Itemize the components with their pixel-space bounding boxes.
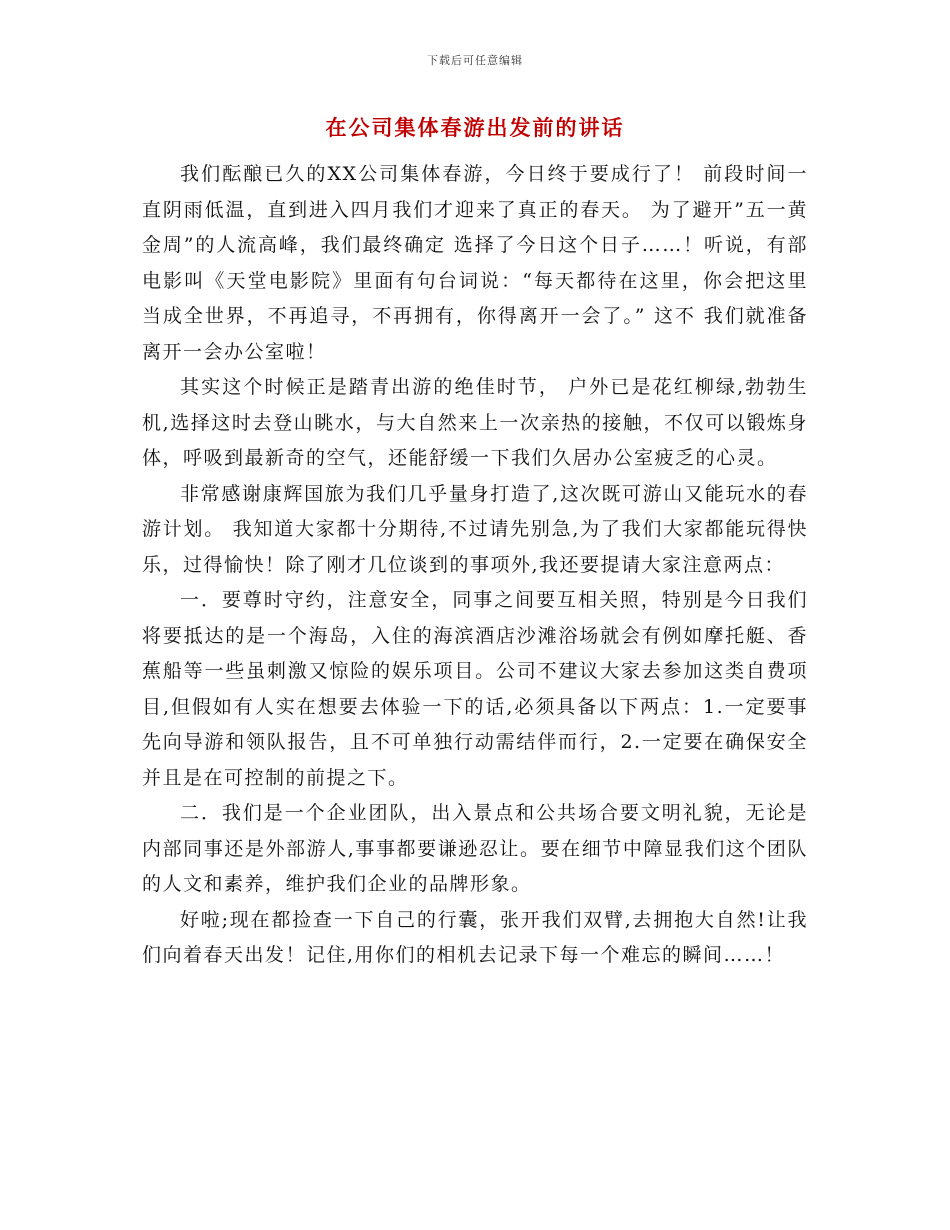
paragraph-point-two: 二．我们是一个企业团队，出入景点和公共场合要文明礼貌，无论是内部同事还是外部游人,事事都要谦逊忍让。要在细节中障显我们这个团队的人文和素养，维护我们企业的品牌形象。 <box>142 802 808 895</box>
paragraph-intro: 我们酝酿已久的XX公司集体春游，今日终于要成行了！ 前段时间一直阴雨低温，直到进入四月我们才迎来了真正的春天。 为了避开”五一黄金周”的人流高峰，我们最终确定 选择了今日这个日子……！听说，有部电影叫《天堂电影院》里面有句台词说：“每天都待在这里，你会把这里当成全世界，不再追寻，不再拥有，你得离开一会了。” 这不 我们就准备离开一会办公室啦！ <box>142 163 808 363</box>
paragraph-closing: 好啦;现在都捡查一下自己的行囊，张开我们双臂,去拥抱大自然!让我们向着春天出发！记住,用你们的相机去记录下每一个难忘的瞬间……！ <box>142 908 808 966</box>
paragraph-thanks: 非常感谢康辉国旅为我们几乎量身打造了,这次既可游山又能玩水的春游计划。 我知道大家都十分期待,不过请先别急,为了我们大家都能玩得快乐，过得愉快！除了刚才几位谈到的事项外,我还要提请大家注意两点： <box>142 482 808 576</box>
document-body <box>142 157 808 974</box>
header-note: 下载后可任意编辑 <box>427 54 523 67</box>
paragraph-season: 其实这个时候正是踏青出游的绝佳时节， 户外已是花红柳绿,勃勃生机,选择这时去登山眺水，与大自然来上一次亲热的接触，不仅可以锻炼身体，呼吸到最新奇的空气，还能舒缓一下我们久居办公室疲乏的心灵。 <box>142 376 808 469</box>
paragraph-point-one: 一．要尊时守约，注意安全，同事之间要互相关照，特别是今日我们将要抵达的是一个海岛，入住的海滨酒店沙滩浴场就会有例如摩托艇、香蕉船等一些虽刺激又惊险的娱乐项目。公司不建议大家去参加这类自费项目,但假如有人实在想要去体验一下的话,必须具备以下两点：1.一定要事先向导游和领队报告，且不可单独行动需结伴而行，2.一定要在确保安全并且是在可控制的前提之下。 <box>142 589 808 789</box>
page-title: 在公司集体春游出发前的讲话 <box>325 115 625 140</box>
